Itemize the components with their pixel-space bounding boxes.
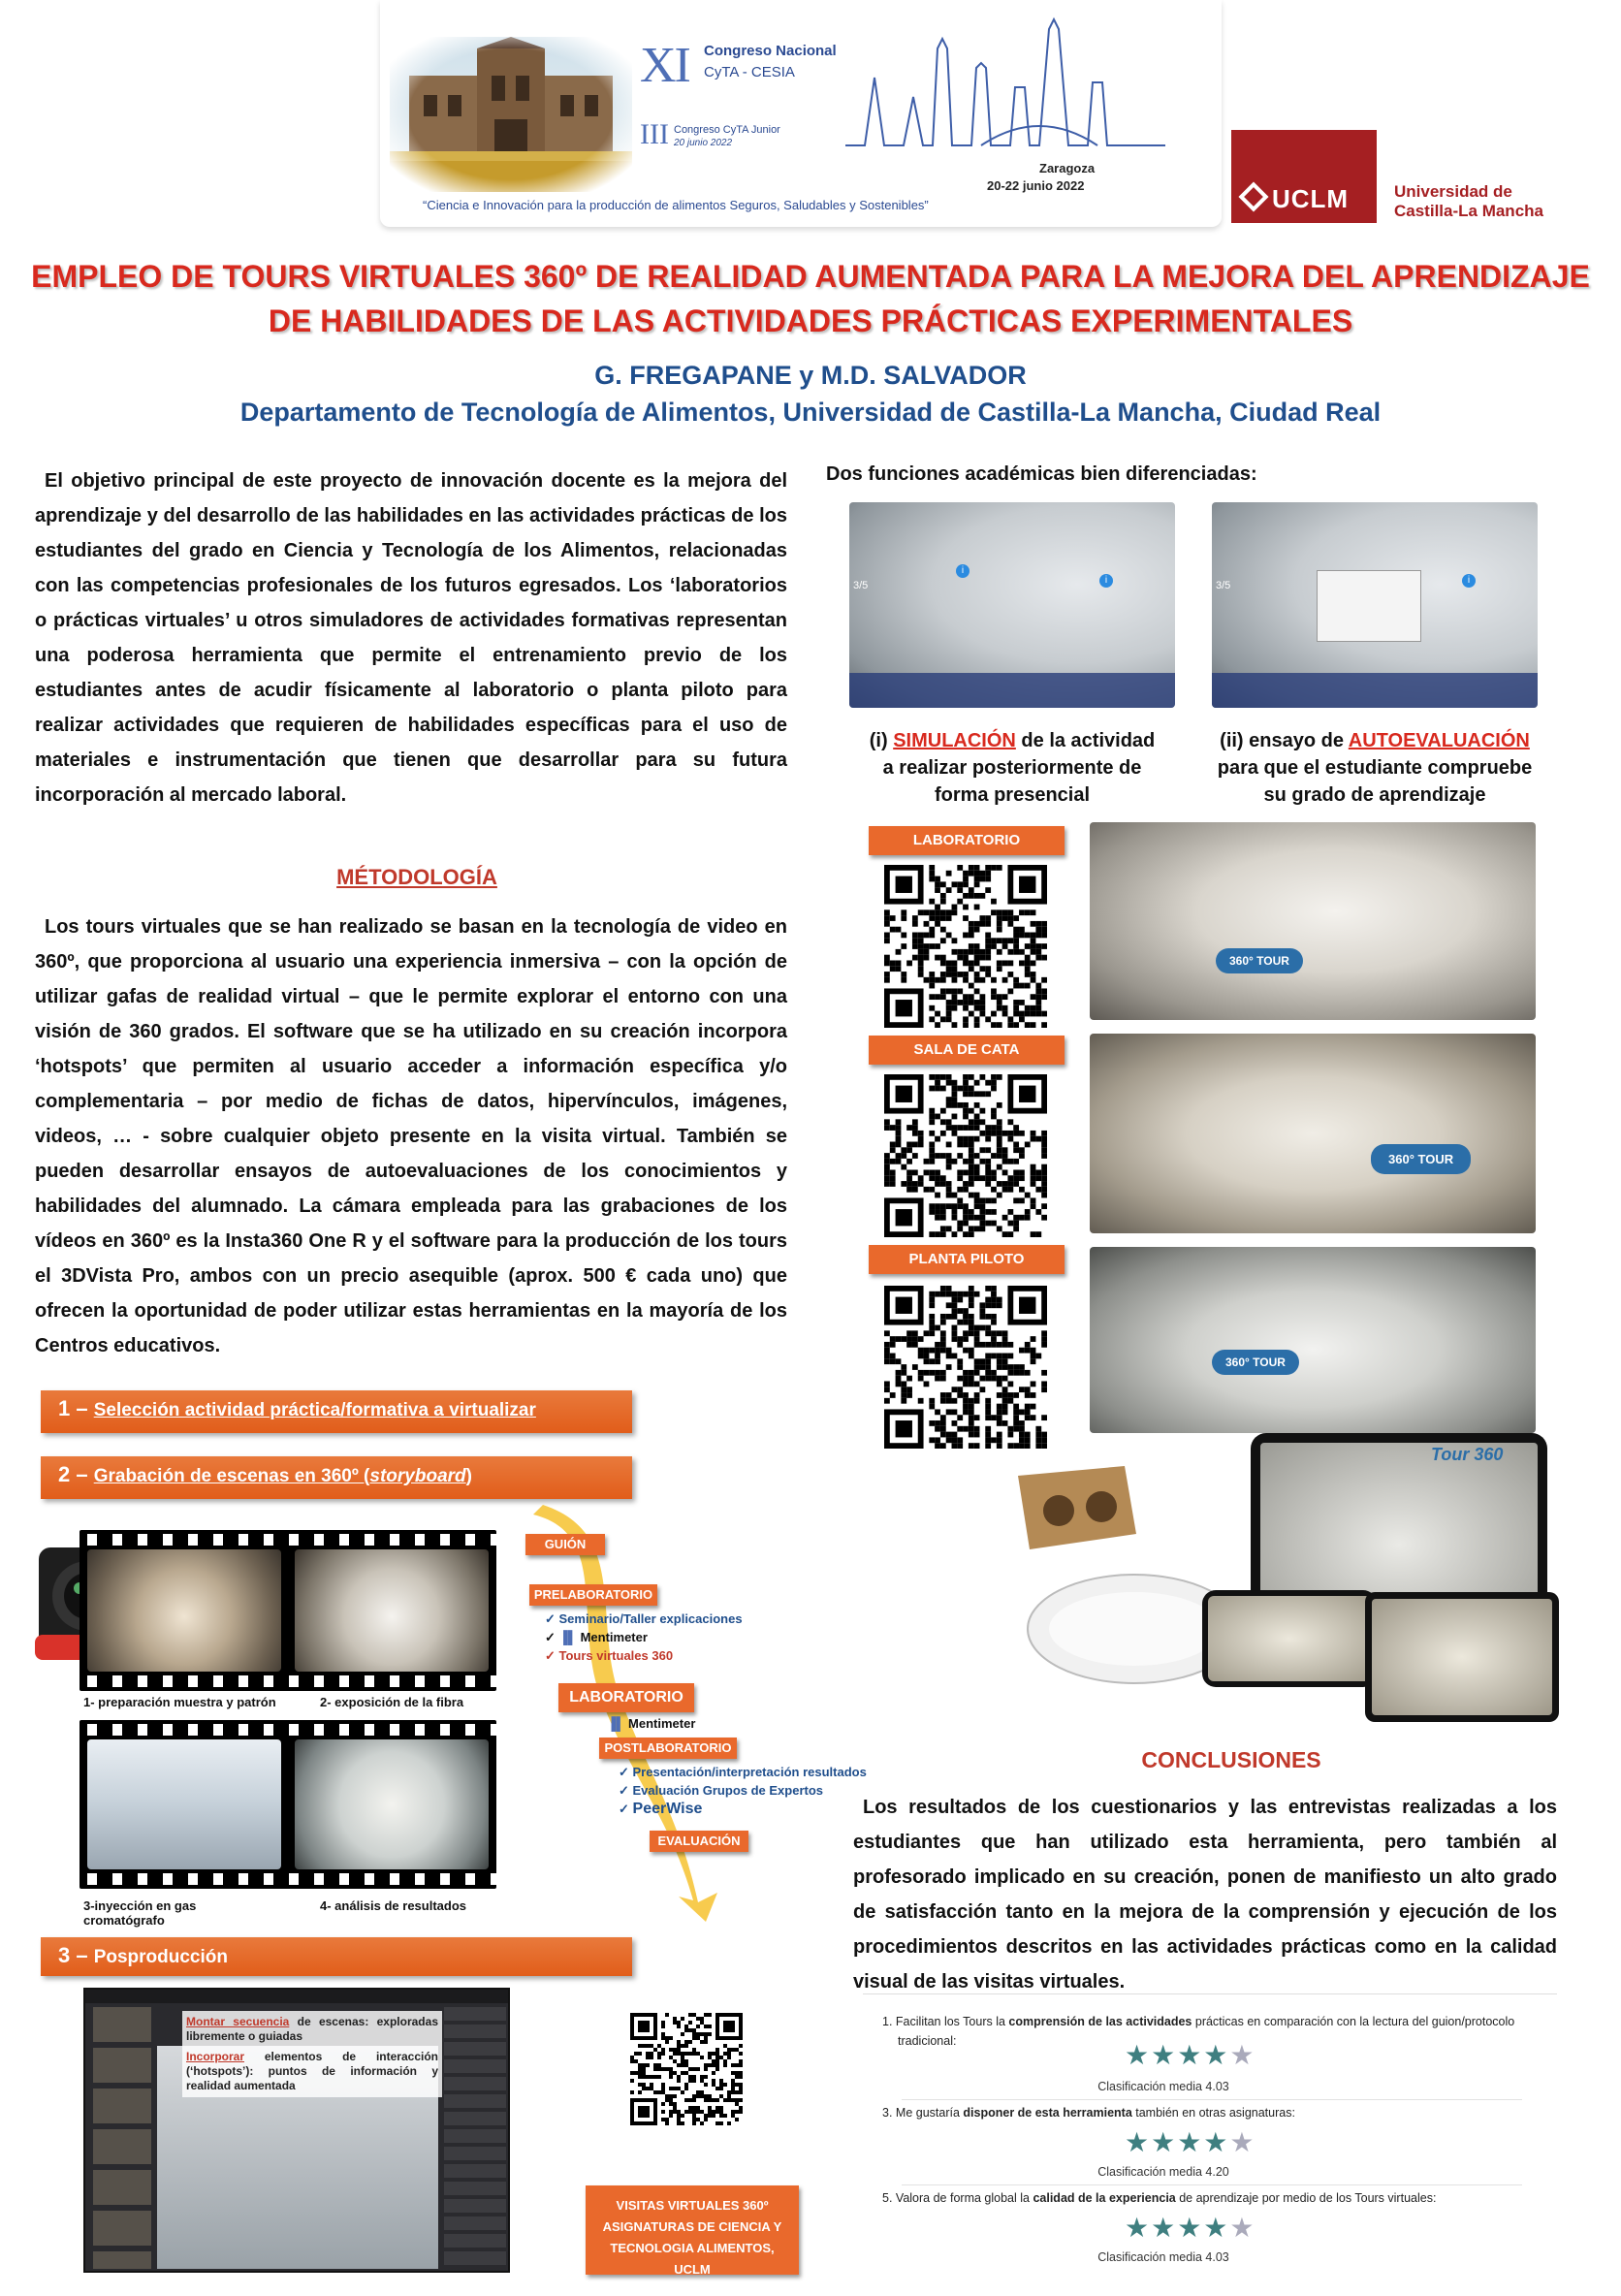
devices-collage [1008, 1425, 1590, 1736]
visitas-qr-code [630, 2013, 743, 2125]
uclm-name-2: Castilla-La Mancha [1394, 202, 1543, 220]
department: Departamento de Tecnología de Alimentos, Universidad de Castilla-La Mancha, Ciudad Real [239, 398, 1382, 427]
quiz-dialog[interactable] [1317, 570, 1421, 642]
postlab-list [619, 1763, 867, 1818]
tour-label-laboratorio: LABORATORIO [869, 826, 1065, 855]
zaragoza-skyline [845, 10, 1165, 155]
postproduction-screenshot [83, 1988, 510, 2273]
tour-button[interactable]: 360° TOUR [1212, 1350, 1299, 1375]
film-caption-3: 3-inyección en gas cromatógrafo [83, 1898, 197, 1928]
survey-panel [863, 1993, 1557, 2275]
step-2-banner: 2 – Grabación de escenas en 360º (storyboard) [41, 1456, 632, 1499]
postlab-item-2: ✓ Evaluación Grupos de Expertos [619, 1783, 824, 1798]
tablet-2-image [1365, 1592, 1559, 1722]
film-caption-4: 4- análisis de resultados [320, 1898, 467, 1913]
simulation-caption: (i) SIMULACIÓN de la actividad a realizar posteriormente de forma presencial [869, 730, 1156, 806]
info-hotspot-icon[interactable]: i [1099, 574, 1113, 588]
tour-photo-laboratorio[interactable] [1090, 822, 1536, 1020]
flow-prelab: PRELABORATORIO [529, 1584, 657, 1606]
qr-code-planta-piloto [884, 1286, 1047, 1449]
rating-stars: ★★★★★ [1125, 2127, 1256, 2157]
smartphone-image [1202, 1590, 1377, 1687]
junior-date: 20 junio 2022 [674, 138, 733, 148]
junior-numeral: III [640, 118, 669, 150]
lab-photo-3 [87, 1739, 281, 1869]
congress-city: Zaragoza [1039, 161, 1096, 175]
tour-label-planta-piloto: PLANTA PILOTO [869, 1245, 1065, 1274]
authors: G. FREGAPANE y M.D. SALVADOR [594, 361, 1027, 390]
uclm-logo: UCLM [1231, 130, 1377, 223]
postlab-item-3: ✓ PeerWise [619, 1801, 703, 1817]
postlab-item-1: ✓ Presentación/interpretación resultados [619, 1765, 867, 1779]
step-1-banner: 1 – Selección actividad práctica/formativa a virtualizar [41, 1390, 632, 1433]
tour-button[interactable]: 360° TOUR [1216, 948, 1303, 973]
info-hotspot-icon[interactable]: i [956, 564, 969, 578]
postprod-note: Montar secuencia de escenas: exploradas libremente o guiadas Incorporar elementos de interacción (‘hotspots’): puntos de información y realidad aumentada [182, 2011, 442, 2097]
flow-eval: EVALUACIÓN [650, 1831, 748, 1852]
junior-title: Congreso CyTA Junior [674, 124, 780, 136]
prelab-item-3: ✓ Tours virtuales 360 [545, 1648, 674, 1663]
conclusions-paragraph: Los resultados de los cuestionarios y las entrevistas realizadas a los estudiantes que han utilizado esta herramienta, pero también al profesorado implicado en su creación, ponen de manifiesto un alto grado de satisfacción tanto en la mejora de la comprensión y ejecución de los procedimientos descritos en las actividades prácticas como en la calidad visual de las visitas virtuales. [853, 1797, 1557, 1993]
methodology-heading: MÉTODOLOGÍA [336, 865, 497, 889]
visitas-label: VISITAS VIRTUALES 360º ASIGNATURAS DE CIENCIA Y TECNOLOGIA ALIMENTOS, UCLM [586, 2185, 799, 2275]
prelab-item-2: ✓ ▐▌ Mentimeter [545, 1630, 648, 1644]
flow-postlab: POSTLABORATORIO [599, 1738, 737, 1759]
rating-stars: ★★★★★ [1125, 2213, 1256, 2243]
conclusions-heading: CONCLUSIONES [1141, 1747, 1321, 1772]
tour-photo-sala-de-cata[interactable] [1090, 1034, 1536, 1233]
flow-guion: GUIÓN [525, 1534, 605, 1555]
lab-photo-4 [295, 1739, 489, 1869]
film-strip-bottom [79, 1720, 496, 1889]
prelab-item-1: ✓ Seminario/Taller explicaciones [545, 1611, 743, 1626]
cardboard-viewer-image [1008, 1456, 1144, 1563]
self-assessment-caption: (ii) ensayo de AUTOEVALUACIÓN para que el estudiante compruebe su grado de aprendizaje [1217, 730, 1533, 806]
info-hotspot-icon[interactable]: i [1462, 574, 1476, 588]
intro-paragraph: El objetivo principal de este proyecto de innovación docente es la mejora del aprendizaje y del desarrollo de las habilidades en las actividades prácticas de los estudiantes del grado en Ciencia y Tecnología de los Alimentos, relacionadas con las competencias profesionales de los futuros egresados. Los ‘laboratorios o prácticas virtuales’ u otros simuladores de actividades formativas representan una poderosa herramienta que permite el entrenamiento previo de los estudiantes antes de acudir físicamente al laboratorio o planta piloto para realizar actividades que requieren de habilidades específicas para el uso de materiales e instrumentación que tienen que desarrollar para su futura incorporación al mercado laboral. [35, 470, 787, 806]
qr-code-laboratorio [884, 865, 1047, 1028]
congress-banner [380, 0, 1222, 227]
survey-item-1: 1. Facilitan los Tours la comprensión de las actividades prácticas en comparación con la lectura del guion/protocolo tradicional: ★★★★★ Clasificación media 4.03 [882, 2015, 1515, 2093]
lab-photo-1 [87, 1549, 281, 1672]
tour-label-sala-de-cata: SALA DE CATA [869, 1036, 1065, 1065]
prelab-list [545, 1610, 743, 1665]
uclm-name-1: Universidad de [1394, 182, 1512, 201]
congress-numeral: XI [640, 38, 689, 93]
poster-title: EMPLEO DE TOURS VIRTUALES 360º DE REALIDAD AUMENTADA PARA LA MEJORA DEL APRENDIZAJE DE HABILIDADES DE LAS ACTIVIDADES PRÁCTICAS EXPERIMENTALES [31, 259, 1590, 338]
step-3-banner: 3 – Posproducción [41, 1937, 632, 1976]
survey-item-2: 3. Me gustaría disponer de esta herramienta también en otras asignaturas: ★★★★★ Clasificación media 4.20 [882, 2106, 1295, 2179]
congress-dates: 20-22 junio 2022 [987, 178, 1085, 193]
lab-photo-2 [295, 1549, 489, 1672]
film-strip-top [79, 1530, 496, 1691]
building-photo [390, 37, 632, 192]
bar-chart-icon: ▐▌ [607, 1716, 625, 1731]
methodology-paragraph: Los tours virtuales que se han realizado se basan en la tecnología de video en 360º, que proporciona al usuario una experiencia inmersiva – con la opción de utilizar gafas de realidad virtual – que le permite explorar el entorno con una visión de 360 grados. El software que se ha utilizado en su creación incorpora ‘hotspots’ que permiten al usuario acceder a información específica y/o complementaria – por medio de fichas de datos, hipervínculos, imágenes, videos, … - sobre cualquier objeto presente en la visita virtual. También se pueden desarrollar ensayos de autoevaluaciones de los conocimientos y habilidades del alumnado. La cámara empleada para las grabaciones de los vídeos en 360º es la Insta360 One R y el software para la producción de los tours el 3DVista Pro, ambos con un precio asequible (aprox. 500 € cada uno) que ofrecen la oportunidad de poder utilizar estas herramientas en la mayoría de los Centros educativos. [35, 916, 787, 1356]
self-assessment-screenshot: 3/5 i [1212, 502, 1538, 708]
qr-code-sala-de-cata [884, 1074, 1047, 1237]
rating-stars: ★★★★★ [1125, 2040, 1256, 2070]
congress-motto: “Ciencia e Innovación para la producción de alimentos Seguros, Saludables y Sostenibles” [423, 198, 929, 212]
congress-subtitle: CyTA - CESIA [704, 64, 795, 80]
lab-item: ▐▌ Mentimeter [607, 1716, 696, 1731]
uclm-seal-icon [1238, 181, 1268, 211]
bar-chart-icon: ▐▌ [558, 1630, 577, 1644]
film-caption-2: 2- exposición de la fibra [320, 1695, 464, 1709]
simulation-screenshot: 3/5 i i [849, 502, 1175, 708]
tour-button[interactable]: 360° TOUR [1371, 1144, 1471, 1174]
film-caption-1: 1- preparación muestra y patrón [83, 1695, 276, 1709]
tour-360-badge: Tour 360 [1431, 1445, 1504, 1464]
survey-item-3: 5. Valora de forma global la calidad de la experiencia de aprendizaje por medio de los Tours virtuales: ★★★★★ Clasificación media 4.03 [882, 2191, 1437, 2264]
tour-photo-planta-piloto[interactable] [1090, 1247, 1536, 1433]
flow-arrow [533, 1505, 737, 1922]
flow-lab: LABORATORIO [558, 1683, 694, 1712]
functions-heading: Dos funciones académicas bien diferenciadas: [826, 463, 1257, 485]
congress-title: Congreso Nacional [704, 43, 837, 59]
